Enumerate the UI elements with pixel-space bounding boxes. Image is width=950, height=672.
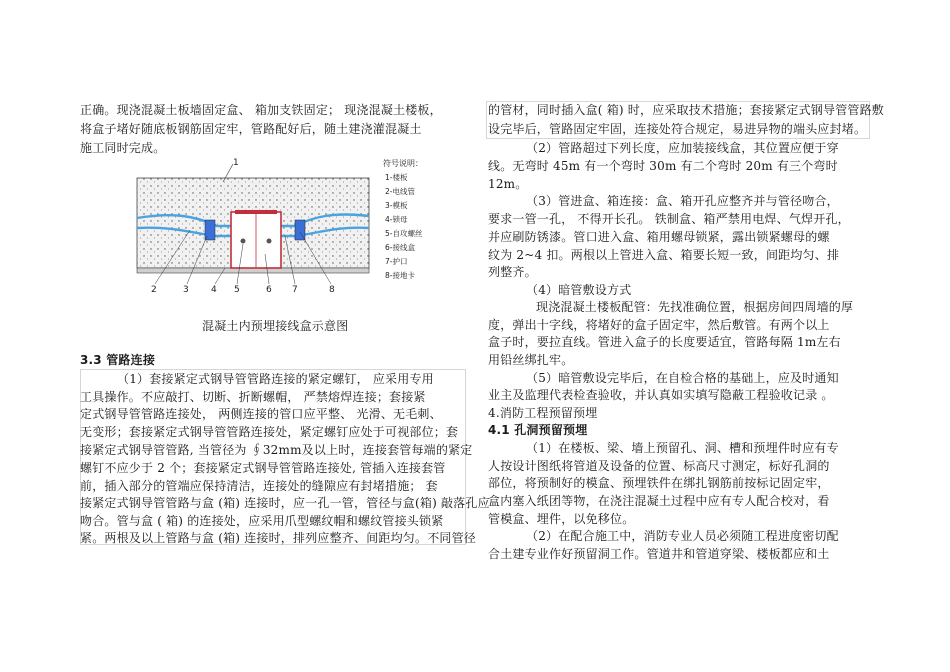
text-line: 度，弹出十字线，将堵好的盒子固定牢，然后敷管。有两个以上	[488, 318, 830, 332]
legend-item: 4-锁母	[385, 215, 408, 224]
text-line: 纹为 2~4 扣。两根以上管进入盒、箱要长短一致，间距均匀、排	[488, 248, 840, 262]
text-line: 用铅丝绑扎牢。	[488, 353, 574, 367]
pointer-label-7: 7	[292, 285, 298, 295]
text-line: 线。无弯时 45m 有一个弯时 30m 有二个弯时 20m 有三个弯时	[488, 159, 838, 173]
legend-title: 符号说明：	[383, 159, 423, 168]
text-line: 业主及监理代表检查验收，并认真如实填写隐蔽工程验收记录 。	[488, 388, 834, 402]
text-line: 人按设计图纸将管道及设备的位置、标高尺寸测定，标好孔洞的	[488, 459, 830, 473]
text-line: 接紧定式钢导管管路与盒 (箱) 连接时，应一孔一管，管径与盒(箱) 敲落孔应	[80, 496, 490, 510]
text-line: 12m。	[488, 177, 528, 191]
text-line: 将盒子堵好随底板钢筋固定牢，管路配好后，随土建浇灌混凝土	[80, 122, 422, 136]
legend-item: 3-模板	[385, 201, 408, 210]
legend-item: 1-楼板	[385, 173, 408, 182]
text-line: 部位，将预制好的模盒、预埋铁件在绑扎钢筋前按标记固定牢，	[488, 476, 830, 490]
text-line: 4.消防工程预留预埋	[488, 406, 598, 420]
lock-nut-right	[295, 220, 305, 240]
text-line: 合土建专业作好预留洞工作。管道井和管道穿梁、楼板都应和土	[488, 547, 830, 561]
text-line: （3）管进盒、箱连接：盒、箱开孔应整齐并与管径吻合，	[526, 194, 839, 208]
pointer-label-3: 3	[183, 285, 189, 295]
text-line: 管模盒、埋件，以免移位。	[488, 512, 635, 526]
text-line: 紧。两根及以上管路与盒 (箱) 连接时，排列应整齐、间距均匀。不同管径	[80, 531, 476, 545]
junction-box-lip	[235, 210, 277, 214]
text-line: 盒内塞入纸团等物，在浇注混凝土过程中应有专人配合校对，看	[488, 494, 830, 508]
text-line: 列整齐。	[488, 265, 537, 279]
text-line: 工具操作。不应敲打、切断、折断螺帽， 严禁熔焊连接；套接紧	[80, 390, 426, 404]
legend-item: 7-护口	[385, 257, 408, 266]
text-line: 吻合。管与盒 ( 箱) 的连接处，应采用爪型螺纹帽和螺纹管接头锁紧	[80, 514, 444, 528]
pointer-label-4: 4	[211, 285, 217, 295]
text-line: 现浇混凝土楼板配管：先找准确位置，根据房间四周墙的厚	[536, 300, 854, 314]
text-line: 设完毕后，管路固定牢固，连接处符合规定，易进异物的端头应封堵。	[488, 122, 867, 136]
junction-box-diagram	[135, 156, 457, 296]
legend-item: 5-自攻螺丝	[385, 229, 423, 238]
text-line: 施工同时完成。	[80, 141, 166, 155]
screw-left	[241, 239, 246, 244]
text-line: （2）管路超过下列长度，应加装接线盒，其位置应便于穿	[526, 141, 839, 155]
text-line: 定式钢导管管路连接处， 两侧连接的管口应平整、 光滑、无毛刺、	[80, 407, 442, 421]
text-line: 盒子时，要拉直线。管进入盒子的长度要适宜，管路每隔 1m左右	[488, 335, 841, 349]
text-line: 正确。现浇混凝土板墙固定盒、 箱加支铁固定； 现浇混凝土楼板，	[80, 103, 442, 117]
pointer-label-6: 6	[266, 285, 272, 295]
text-line: 要求一管一孔， 不得开长孔。 铁制盒、箱严禁用电焊、气焊开孔，	[488, 212, 850, 226]
text-line: 的管材，同时插入盒( 箱) 时，应采取技术措施；套接紧定式钢导管管路敷	[488, 103, 884, 117]
text-line: （4）暗管敷设方式	[526, 283, 632, 297]
figure-caption: 混凝土内预埋接线盒示意图	[202, 319, 349, 333]
screw-right	[267, 239, 272, 244]
text-line: 螺钉不应少于 2 个；套接紧定式钢导管管路连接处, 管插入连接套管	[80, 461, 446, 475]
text-line: 前，插入部分的管端应保持清洁，连接处的缝隙应有封堵措施； 套	[80, 479, 438, 493]
legend-item: 8-接地卡	[385, 271, 415, 280]
legend-item: 2-电线管	[385, 187, 415, 196]
text-line: 并应刷防锈漆。管口进入盒、箱用螺母锁紧，露出锁紧螺母的螺	[488, 230, 830, 244]
text-line: （2）在配合施工中，消防专业人员必须随工程进度密切配	[526, 529, 839, 543]
text-line: 无变形；套接紧定式钢导管管路连接处，紧定螺钉应处于可视部位；套	[80, 425, 459, 439]
legend-item: 6-接线盒	[385, 243, 415, 252]
section-heading: 4.1 孔洞预留预埋	[488, 423, 588, 437]
text-line: （1）在楼板、梁、墙上预留孔、洞、槽和预埋件时应有专	[526, 441, 839, 455]
pointer-label-2: 2	[151, 285, 157, 295]
text-line: （1）套接紧定式钢导管管路连接的紧定螺钉， 应采用专用	[117, 372, 434, 386]
text-line: 接紧定式钢导管管路, 当管径为 ∮32mm及以上时，连接套管每端的紧定	[80, 443, 473, 457]
pointer-label-5: 5	[234, 285, 240, 295]
pointer-label-8: 8	[329, 285, 335, 295]
pointer-label-1: 1	[233, 158, 239, 168]
section-heading-3-3: 3.3 管路连接	[80, 353, 156, 367]
text-line: （5）暗管敷设完毕后，在自检合格的基础上，应及时通知	[526, 371, 839, 385]
